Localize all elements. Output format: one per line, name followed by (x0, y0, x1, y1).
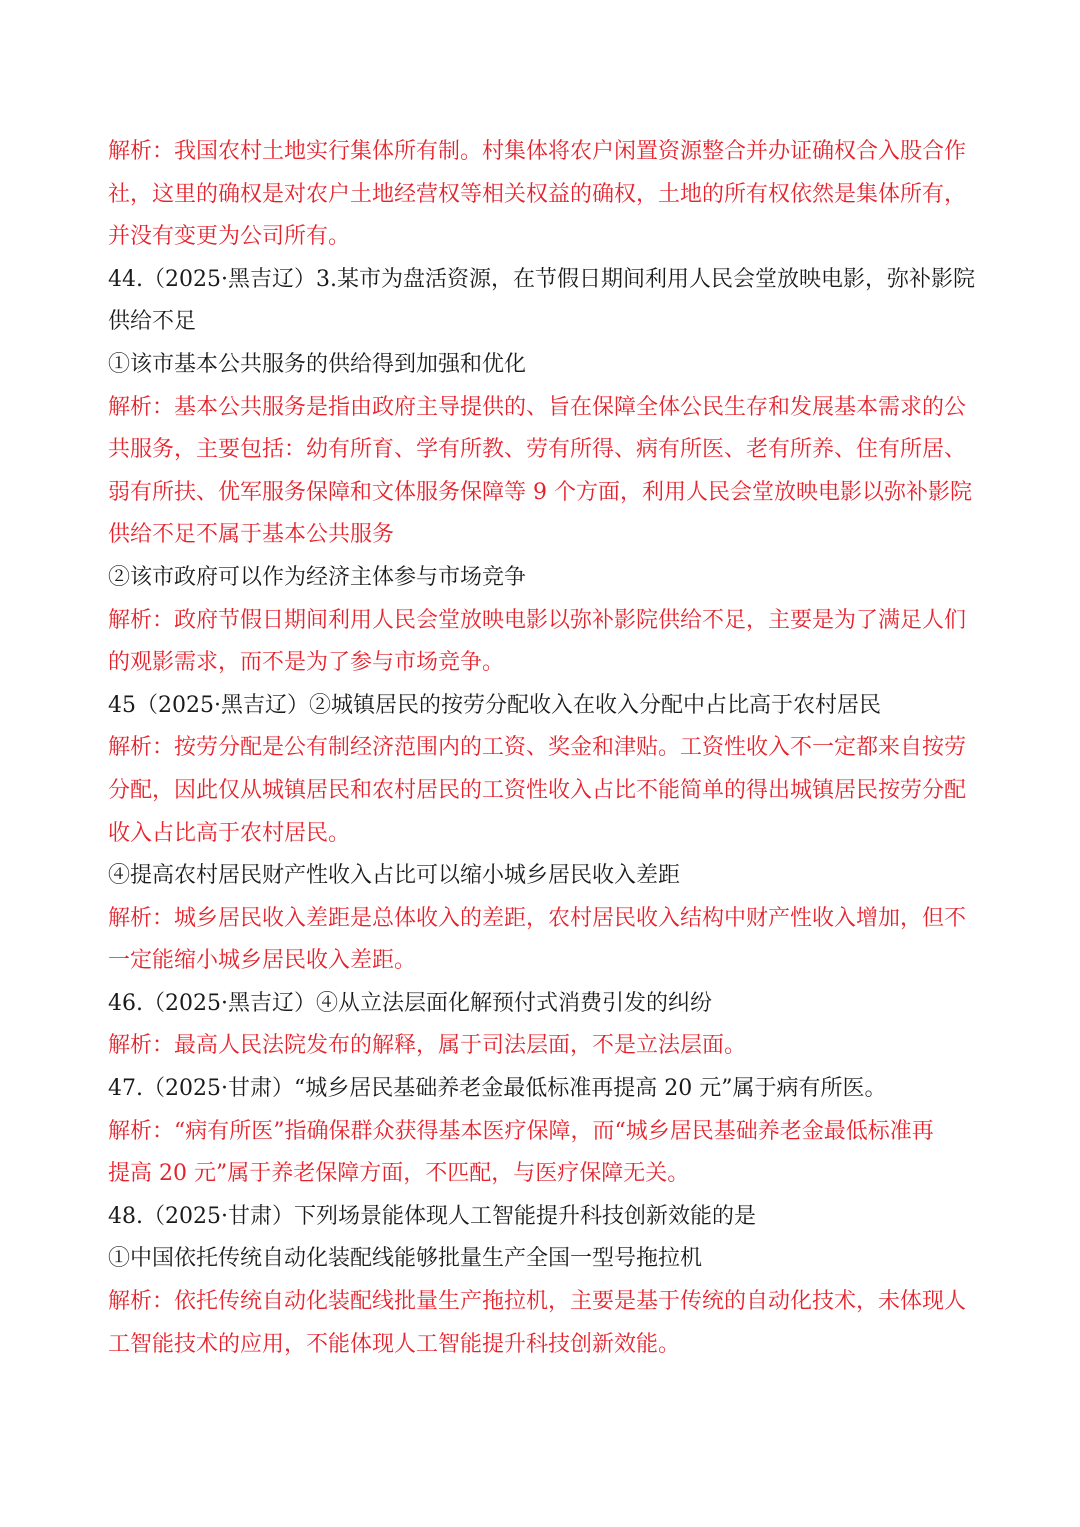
analysis-line: 分配，因此仅从城镇居民和农村居民的工资性收入占比不能简单的得出城镇居民按劳分配 (108, 777, 967, 803)
analysis-line: 解析：我国农村土地实行集体所有制。村集体将农户闲置资源整合并办证确权合入股合作 (108, 139, 967, 164)
analysis-line: 解析：政府节假日期间利用人民会堂放映电影以弥补影院供给不足，主要是为了满足人们 (108, 607, 967, 633)
analysis-line: 解析：按劳分配是公有制经济范围内的工资、奖金和津贴。工资性收入不一定都来自按劳 (108, 735, 967, 761)
question-line: ①该市基本公共服务的供给得到加强和优化 (108, 351, 527, 377)
analysis-line: 供给不足不属于基本公共服务 (108, 522, 395, 548)
analysis-line: 解析：依托传统自动化装配线批量生产拖拉机，主要是基于传统的自动化技术，未体现人 (108, 1289, 967, 1315)
question-line: ①中国依托传统自动化装配线能够批量生产全国一型号拖拉机 (108, 1246, 703, 1272)
analysis-line: 收入占比高于农村居民。 (108, 820, 351, 846)
question-line: 供给不足 (108, 309, 197, 335)
question-line: 46.（2025·黑吉辽）④从立法层面化解预付式消费引发的纠纷 (108, 990, 712, 1016)
analysis-line: 弱有所扶、优军服务保障和文体服务保障等 9 个方面，利用人民会堂放映电影以弥补影院 (108, 479, 972, 505)
analysis-line: 解析：城乡居民收入差距是总体收入的差距，农村居民收入结构中财产性收入增加，但不 (108, 905, 967, 931)
question-line: ②该市政府可以作为经济主体参与市场竞争 (108, 564, 527, 590)
analysis-line: 的观影需求，而不是为了参与市场竞争。 (108, 650, 505, 676)
analysis-line: 工智能技术的应用，不能体现人工智能提升科技创新效能。 (108, 1331, 681, 1357)
analysis-line: 解析：基本公共服务是指由政府主导提供的、旨在保障全体公民生存和发展基本需求的公 (108, 394, 967, 420)
analysis-line: 一定能缩小城乡居民收入差距。 (108, 948, 417, 974)
document-page (108, 131, 975, 1366)
analysis-line: 解析：“病有所医”指确保群众获得基本医疗保障，而“城乡居民基础养老金最低标准再 (108, 1118, 934, 1144)
question-line: ④提高农村居民财产性收入占比可以缩小城乡居民收入差距 (108, 863, 681, 889)
analysis-line: 提高 20 元”属于养老保障方面，不匹配，与医疗保障无关。 (108, 1161, 690, 1187)
question-line: 45（2025·黑吉辽）②城镇居民的按劳分配收入在收入分配中占比高于农村居民 (108, 692, 881, 718)
question-line: 44.（2025·黑吉辽）3.某市为盘活资源，在节假日期间利用人民会堂放映电影，弥补影院 (108, 266, 975, 292)
analysis-line: 社，这里的确权是对农户土地经营权等相关权益的确权，土地的所有权依然是集体所有， (108, 181, 967, 207)
analysis-line: 并没有变更为公司所有。 (108, 224, 351, 250)
question-line: 48.（2025·甘肃）下列场景能体现人工智能提升科技创新效能的是 (108, 1203, 756, 1229)
analysis-line: 解析：最高人民法院发布的解释，属于司法层面，不是立法层面。 (108, 1033, 747, 1059)
question-line: 47.（2025·甘肃）“城乡居民基础养老金最低标准再提高 20 元”属于病有所医。 (108, 1076, 887, 1102)
analysis-line: 共服务，主要包括：幼有所育、学有所教、劳有所得、病有所医、老有所养、住有所居、 (108, 437, 967, 463)
